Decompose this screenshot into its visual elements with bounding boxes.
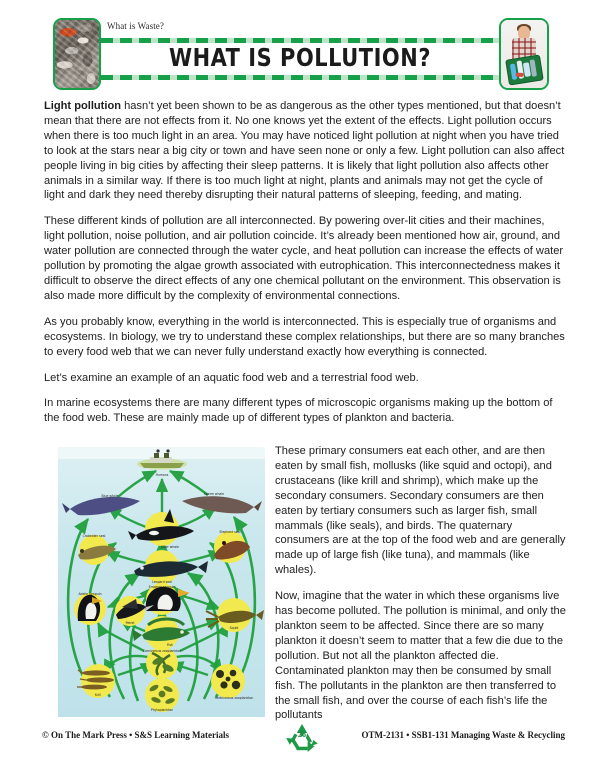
breadcrumb: What is Waste? <box>107 21 164 31</box>
svg-text:Petrel: Petrel <box>125 621 135 625</box>
page-number: 28 <box>298 730 306 739</box>
paragraph-text: hasn’t yet been shown to be as dangerous as the other types mentioned, but that doesn’t mean that there are not effects from it. No one knows yet the extent of the effects. Light pollution occurs when there is too much light in an area. You may have noticed light pollution at night when you have tried to look at the stars near a big city or town and have seen none or only a few. Light pollution can also affect people living in big cities by affecting their sleep patterns. It is likely that light pollution also affects other animals in a similar way. If there is too much light at night, plants and animals may not get the cycle of light and dark they need thereby disrupting their natural patterns of sleeping, feeding, and mating. <box>44 100 565 202</box>
svg-text:Emperor penguin: Emperor penguin <box>148 585 176 589</box>
svg-text:Herbivorous zooplankton: Herbivorous zooplankton <box>214 696 254 700</box>
svg-text:Squid: Squid <box>229 626 239 630</box>
boy-illustration <box>501 20 547 88</box>
svg-text:Phytoplankton: Phytoplankton <box>150 708 174 712</box>
paragraph-marine-ecosystems: In marine ecosystems there are many different types of microscopic organisms making up the bottom of the food web. These are mainly made up of different types of plankton and bacteria. <box>44 397 553 425</box>
recycling-bin <box>506 54 545 86</box>
food-web-svg <box>58 447 265 717</box>
figure-and-text-columns <box>44 444 566 722</box>
footer-product-code: OTM-2131 • SSB1-131 Managing Waste & Recycling <box>361 730 565 740</box>
paragraph-examine-food-web: Let’s examine an example of an aquatic food web and a terrestrial food web. <box>44 371 419 384</box>
antarctic-marine-food-web-diagram <box>58 447 265 717</box>
paragraph-light-pollution <box>44 99 566 203</box>
svg-text:Leopard seal: Leopard seal <box>152 580 172 584</box>
scrap-metal-texture <box>55 20 99 88</box>
article-body <box>44 99 566 437</box>
svg-text:Adelie penguin: Adelie penguin <box>78 592 102 596</box>
svg-text:Sperm whale: Sperm whale <box>203 492 225 496</box>
svg-text:Killer whale: Killer whale <box>161 545 179 549</box>
svg-text:Crabeater seal: Crabeater seal <box>82 534 106 538</box>
node-herbivorous-zooplankton <box>211 664 245 698</box>
svg-text:Blue whale: Blue whale <box>101 494 119 498</box>
paragraph-ecosystems: As you probably know, everything in the world is interconnected. This is especially true of organisms and ecosystems. In biology, we try to understand these complex relationships, but there are so many branches to every food web that we can never fully understand exactly how everything is connected. <box>44 315 565 358</box>
footer-copyright: © On The Mark Press • S&S Learning Materials <box>42 730 230 740</box>
bottle-grey <box>530 59 537 76</box>
right-text-column <box>275 444 566 734</box>
boy-holding-recycling-bin-photo <box>499 18 549 90</box>
paragraph-polluted-water: Now, imagine that the water in which these organisms live has become polluted. The pollution is minimal, and only the plankton seem to be affected. Since there are so many plankton it doesn’t seem to matter that a few die due to the pollution. But not all the plankton affected die. Contaminated plankton may then be consumed by small fish. The pollutants in the plankton are then transferred to the small fish, and over the course of each fish’s life the pollutants <box>275 590 566 722</box>
page-header <box>0 0 600 94</box>
paragraph-lead-in: Light pollution <box>44 100 122 112</box>
bottle-red <box>516 73 524 77</box>
svg-text:Krill: Krill <box>95 693 101 697</box>
node-phytoplankton <box>145 678 179 712</box>
paragraph-interconnected-pollution: These different kinds of pollution are all interconnected. By powering over-lit cities and their machines, light pollution, noise pollution, and air pollution coincide. It’s already been mentioned how air, ground, and water pollution are connected through the water cycle, and heat pollution can increase the effects of water pollution by promoting the algae growth associated with eutrophication. This interconnectedness makes it difficult to observe the direct effects of any one chemical pollutant on the environment. This observation is also made more difficult by the complexity of environmental connections. <box>44 215 564 302</box>
svg-text:Elephant seal: Elephant seal <box>219 530 241 534</box>
svg-text:Fish: Fish <box>167 643 173 647</box>
page-title: WHAT IS POLLUTION? <box>168 43 432 72</box>
paragraph-consumers: These primary consumers eat each other, and are then eaten by small fish, mollusks (like squid and octopi), and crustaceans (like krill and shrimp), which make up the secondary consumers. Secondary consumers are then eaten by tertiary consumers such as larger fish, small mammals (like seals), and birds. The quaternary consumers are at the top of the food web and are generally made up of large fish (like tuna), and mammals (like whales). <box>275 445 566 577</box>
header-rule-bottom <box>101 75 499 80</box>
scrap-metal-waste-photo <box>53 18 101 90</box>
node-adelie-penguin <box>74 593 106 625</box>
svg-text:Carnivorous zooplankton: Carnivorous zooplankton <box>142 649 182 653</box>
page-footer <box>0 728 600 758</box>
svg-text:Humans: Humans <box>155 473 169 477</box>
